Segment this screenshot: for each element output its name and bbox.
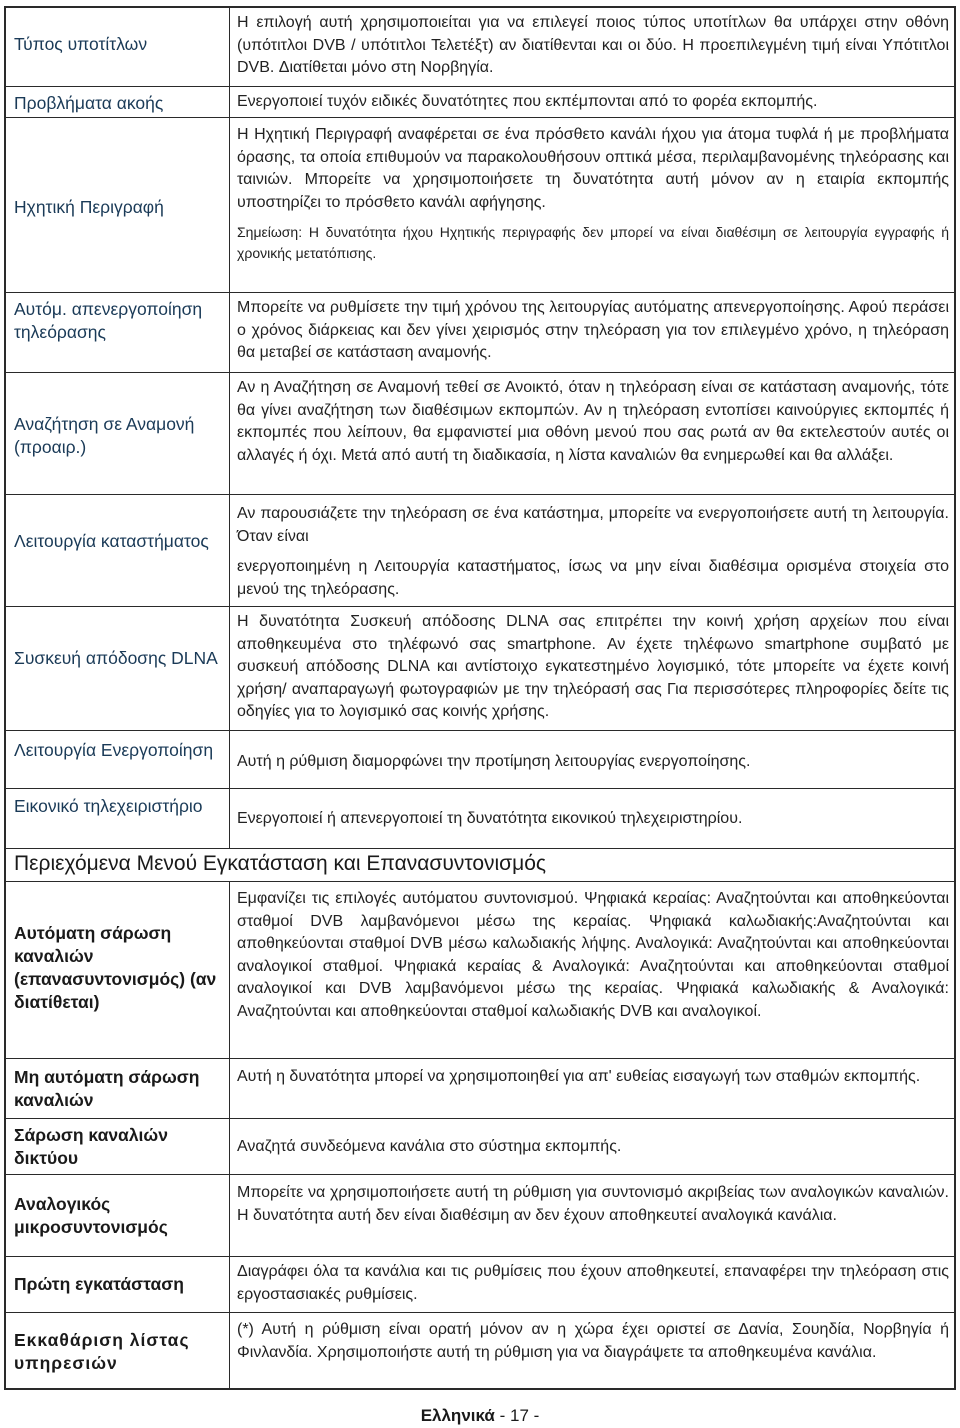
description-text: Μπορείτε να ρυθμίσετε την τιμή χρόνου της λειτουργίας αυτόματης απενεργοποίησης. Αφού περάσει ο χρόνος διάρκειας και δεν γίνει χειρισμός στην τηλεόραση για τον επιλεγμένο χρόνο, η τηλεόραση θα μεταβεί σε κατάσταση αναμονής. <box>237 299 949 361</box>
setting-label: Εικονικό τηλεχειριστήριο <box>14 796 203 816</box>
install-description <box>237 1182 949 1227</box>
setting-description <box>237 297 949 365</box>
install-row <box>4 1174 956 1257</box>
setting-label: Αυτόμ. απενεργοποίηση τηλεόρασης <box>14 299 203 342</box>
install-description <box>237 1319 949 1364</box>
setting-description <box>237 751 949 774</box>
install-label: Σάρωση καναλιών δικτύου <box>14 1125 168 1168</box>
setting-label: Λειτουργία καταστήματος <box>14 531 209 551</box>
description-text: Η Ηχητική Περιγραφή αναφέρεται σε ένα πρόσθετο κανάλι ήχου για άτομα τυφλά ή με προβλήματα όρασης, τα οποία επιθυμούν να παρακολουθήσουν οπτικά μέσα, περιλαμβανομένης τηλεόρασης και ταινιών. Μπορείτε να χρησιμοποιήσετε τη δυνατότητα αυτή μόνον αν η εταιρία εκπομπής υποστηρίζει το πρόσθετο κανάλι αφήγησης. <box>237 126 949 211</box>
description-text: Μπορείτε να χρησιμοποιήσετε αυτή τη ρύθμιση για συντονισμό ακριβείας των αναλογικών καναλιών. Η δυνατότητα αυτή δεν είναι διαθέσιμη αν δεν έχουν αποθηκευτεί αναλογικά κανάλια. <box>237 1184 949 1224</box>
install-description <box>237 888 949 1023</box>
install-label: Αυτόματη σάρωση καναλιών (επανασυντονισμός) (αν διατίθεται) <box>14 923 217 1012</box>
install-row <box>4 882 956 1058</box>
setting-description <box>237 377 949 467</box>
install-label: Μη αυτόματη σάρωση καναλιών <box>14 1067 200 1110</box>
setting-description <box>237 124 949 263</box>
settings-row <box>4 788 956 849</box>
footer-language: Ελληνικά <box>420 1406 495 1425</box>
install-label: Αναλογικός μικροσυντονισμός <box>14 1194 168 1237</box>
setting-label: Τύπος υποτίτλων <box>14 34 148 54</box>
install-row <box>4 1256 956 1313</box>
description-text: Αναζητά συνδεόμενα κανάλια στο σύστημα εκπομπής. <box>237 1138 622 1155</box>
settings-row <box>4 372 956 495</box>
install-row <box>4 1118 956 1175</box>
section-divider <box>4 848 956 849</box>
description-text: Αν παρουσιάζετε την τηλεόραση σε ένα κατάστημα, μπορείτε να ενεργοποιήσετε αυτή τη λειτουργία. Όταν είναι <box>237 505 949 545</box>
description-text: ενεργοποιημένη η Λειτουργία καταστήματος, ίσως να μην είναι διαθέσιμα ορισμένα στοιχεία στο μενού της τηλεόρασης. <box>237 558 949 598</box>
settings-row <box>4 606 956 731</box>
note-text: Σημείωση: Η δυνατότητα ήχου Ηχητικής περιγραφής δεν μπορεί να είναι διαθέσιμη σε λειτουργία εγγραφής ή χρονικής μετατόπισης. <box>237 224 949 261</box>
description-text: Η δυνατότητα Συσκευή απόδοσης DLNA σας επιτρέπει την κοινή χρήση αρχείων που είναι αποθηκευμένα στο τηλέφωνό σας smartphone. Αν έχετε τηλέφωνο smartphone συμβατό με συσκευή απόδοσης DLNA και αντίστοιχο εγκατεστημένο λογισμικό, τότε μπορείτε να έχετε κοινή χρήση/ αναπαραγωγή φωτογραφιών με την τηλεόρασή σας Για περισσότερες πληροφορίες δείτε τις οδηγίες για το λογισμικό σας κοινής χρήσης. <box>237 613 949 720</box>
section-title: Περιεχόμενα Μενού Εγκατάσταση και Επανασυντονισμός <box>14 852 547 875</box>
install-label: Πρώτη εγκατάσταση <box>14 1274 184 1294</box>
description-text: Αυτή η δυνατότητα μπορεί να χρησιμοποιηθεί για απ' ευθείας εισαγωγή των σταθμών εκπομπής. <box>237 1068 921 1085</box>
description-text: Ενεργοποιεί τυχόν ειδικές δυνατότητες που εκπέμπονται από το φορέα εκπομπής. <box>237 93 818 110</box>
settings-row <box>4 117 956 293</box>
setting-label: Λειτουργία Ενεργοποίηση <box>14 740 214 760</box>
settings-row <box>4 292 956 373</box>
setting-description <box>237 611 949 724</box>
page-footer <box>0 1406 960 1426</box>
settings-row <box>4 86 956 117</box>
setting-description <box>237 12 949 80</box>
install-row <box>4 1312 956 1391</box>
settings-row <box>4 494 956 607</box>
setting-label: Συσκευή απόδοσης DLNA <box>14 648 218 668</box>
install-description <box>237 1136 949 1159</box>
description-text: Ενεργοποιεί ή απενεργοποιεί τη δυνατότητα εικονικού τηλεχειριστηρίου. <box>237 810 743 827</box>
setting-label: Ηχητική Περιγραφή <box>14 197 164 217</box>
settings-row <box>4 730 956 789</box>
description-text: Διαγράφει όλα τα κανάλια και τις ρυθμίσεις που έχουν αποθηκευτεί, επαναφέρει την τηλεόραση στις εργοστασιακές ρυθμίσεις. <box>237 1263 949 1303</box>
install-description <box>237 1261 949 1306</box>
setting-description <box>237 91 949 114</box>
description-text: Εμφανίζει τις επιλογές αυτόματου συντονισμού. Ψηφιακά κεραίας: Αναζητούνται και αποθηκεύονται σταθμοί DVB λαμβανόμενοι μέσω της κεραίας. Ψηφιακά καλωδιακής:Αναζητούνται και αποθηκεύονται σταθμοί DVB μέσω καλωδιακής λήψης. Αναλογικά: Αναζητούνται και αποθηκεύονται αναλογικοί σταθμοί. Ψηφιακά κεραίας & Αναλογικά: Αναζητούνται και αποθηκεύονται σταθμοί αναλογικοί και DVB λαμβανόμενοι μέσω της κεραίας. Ψηφιακά καλωδιακής & Αναλογικά: Αναζητούνται και αποθηκεύονται σταθμοί καλωδιακής DVB και αναλογικοί. <box>237 890 949 1020</box>
install-label: Εκκαθάριση λίστας υπηρεσιών <box>14 1330 190 1373</box>
settings-row <box>4 6 956 86</box>
setting-label: Προβλήματα ακοής <box>14 93 164 113</box>
description-text: Αυτή η ρύθμιση διαμορφώνει την προτίμηση λειτουργίας ενεργοποίησης. <box>237 753 751 770</box>
setting-label: Αναζήτηση σε Αναμονή (προαιρ.) <box>14 414 195 457</box>
setting-description <box>237 808 949 831</box>
setting-description <box>237 503 949 601</box>
install-row <box>4 1058 956 1119</box>
page-number: - 17 - <box>499 1406 540 1425</box>
description-text: Αν η Αναζήτηση σε Αναμονή τεθεί σε Ανοικτό, όταν η τηλεόραση είναι σε κατάσταση αναμονής, τότε θα γίνει αναζήτηση των διαθέσιμων εκπομπών. Αν η τηλεόραση εντοπίσει καινούργιες εκπομπές ή εκπομπές που λείπουν, θα εμφανιστεί μια οθόνη μενού που σας ρωτά αν θα εκτελεστούν αυτές οι αλλαγές ή όχι. Μετά από αυτή τη διαδικασία, η λίστα καναλιών θα ενημερωθεί και θα αλλάξει. <box>237 379 949 464</box>
install-description <box>237 1066 949 1089</box>
description-text: Η επιλογή αυτή χρησιμοποιείται για να επιλεγεί ποιος τύπος υποτίτλων θα υπάρχει στην οθόνη (υπότιτλοι DVB / υπότιτλοι Τελετέξτ) αν διατίθενται και οι δύο. Η προεπιλεγμένη τιμή είναι Υπότιτλοι DVB. Διατίθεται μόνο στη Νορβηγία. <box>237 14 949 76</box>
description-text: (*) Αυτή η ρύθμιση είναι ορατή μόνον αν η χώρα έχει οριστεί σε Δανία, Σουηδία, Νορβηγία ή Φινλανδία. Χρησιμοποιήστε αυτή τη ρύθμιση για να διαγράψετε τα αποθηκευμένα κανάλια. <box>237 1321 949 1361</box>
